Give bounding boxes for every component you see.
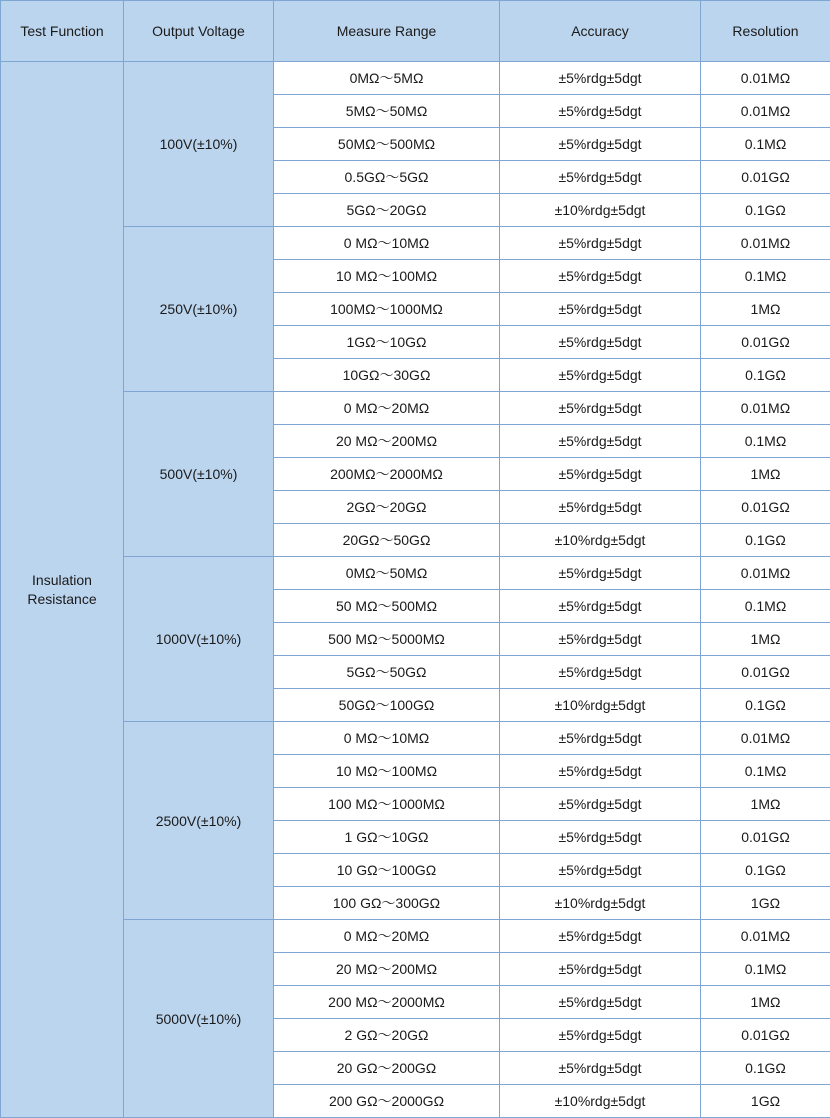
resolution-cell: 0.1MΩ — [701, 590, 830, 623]
measure-range-cell: 20GΩ～50GΩ — [274, 524, 500, 557]
table-row — [1, 392, 830, 425]
resolution-cell: 0.01MΩ — [701, 392, 830, 425]
table-header — [1, 1, 830, 62]
accuracy-cell: ±10%rdg±5dgt — [500, 689, 701, 722]
accuracy-cell: ±5%rdg±5dgt — [500, 161, 701, 194]
resolution-cell: 0.1GΩ — [701, 524, 830, 557]
accuracy-cell: ±5%rdg±5dgt — [500, 392, 701, 425]
resolution-cell: 0.01GΩ — [701, 656, 830, 689]
table-row — [1, 557, 830, 590]
measure-range-cell: 200 MΩ～2000MΩ — [274, 986, 500, 1019]
measure-range-cell: 0MΩ～5MΩ — [274, 62, 500, 95]
measure-range-cell: 50GΩ～100GΩ — [274, 689, 500, 722]
accuracy-cell: ±10%rdg±5dgt — [500, 524, 701, 557]
accuracy-cell: ±5%rdg±5dgt — [500, 326, 701, 359]
output-voltage-cell: 5000V(±10%) — [124, 920, 274, 1118]
output-voltage-cell: 2500V(±10%) — [124, 722, 274, 920]
resolution-cell: 0.1GΩ — [701, 359, 830, 392]
resolution-cell: 0.01MΩ — [701, 62, 830, 95]
measure-range-cell: 50 MΩ～500MΩ — [274, 590, 500, 623]
resolution-cell: 0.01MΩ — [701, 722, 830, 755]
resolution-cell: 0.1GΩ — [701, 854, 830, 887]
accuracy-cell: ±5%rdg±5dgt — [500, 920, 701, 953]
measure-range-cell: 10 MΩ～100MΩ — [274, 260, 500, 293]
table-row — [1, 62, 830, 95]
accuracy-cell: ±5%rdg±5dgt — [500, 293, 701, 326]
accuracy-cell: ±5%rdg±5dgt — [500, 953, 701, 986]
test-function-line1: Insulation — [32, 571, 92, 588]
header-accuracy: Accuracy — [500, 1, 701, 62]
accuracy-cell: ±10%rdg±5dgt — [500, 887, 701, 920]
measure-range-cell: 5GΩ～20GΩ — [274, 194, 500, 227]
resolution-cell: 1MΩ — [701, 986, 830, 1019]
accuracy-cell: ±5%rdg±5dgt — [500, 722, 701, 755]
accuracy-cell: ±5%rdg±5dgt — [500, 854, 701, 887]
measure-range-cell: 10 GΩ～100GΩ — [274, 854, 500, 887]
measure-range-cell: 100 MΩ～1000MΩ — [274, 788, 500, 821]
resolution-cell: 1GΩ — [701, 887, 830, 920]
measure-range-cell: 1GΩ～10GΩ — [274, 326, 500, 359]
accuracy-cell: ±5%rdg±5dgt — [500, 986, 701, 1019]
accuracy-cell: ±10%rdg±5dgt — [500, 194, 701, 227]
resolution-cell: 0.1MΩ — [701, 953, 830, 986]
header-output-voltage: Output Voltage — [124, 1, 274, 62]
table-body — [1, 62, 830, 1118]
accuracy-cell: ±5%rdg±5dgt — [500, 821, 701, 854]
table-row — [1, 227, 830, 260]
test-function-cell — [1, 62, 124, 1118]
measure-range-cell: 0 MΩ～10MΩ — [274, 722, 500, 755]
resolution-cell: 0.01GΩ — [701, 161, 830, 194]
output-voltage-cell: 1000V(±10%) — [124, 557, 274, 722]
accuracy-cell: ±5%rdg±5dgt — [500, 755, 701, 788]
resolution-cell: 0.01GΩ — [701, 326, 830, 359]
measure-range-cell: 10GΩ～30GΩ — [274, 359, 500, 392]
measure-range-cell: 100 GΩ～300GΩ — [274, 887, 500, 920]
output-voltage-cell: 100V(±10%) — [124, 62, 274, 227]
resolution-cell: 1GΩ — [701, 1085, 830, 1118]
measure-range-cell: 20 MΩ～200MΩ — [274, 953, 500, 986]
measure-range-cell: 20 GΩ～200GΩ — [274, 1052, 500, 1085]
accuracy-cell: ±5%rdg±5dgt — [500, 359, 701, 392]
measure-range-cell: 2 GΩ～20GΩ — [274, 1019, 500, 1052]
resolution-cell: 0.01MΩ — [701, 557, 830, 590]
measure-range-cell: 0 MΩ～10MΩ — [274, 227, 500, 260]
resolution-cell: 0.1MΩ — [701, 755, 830, 788]
resolution-cell: 1MΩ — [701, 293, 830, 326]
measure-range-cell: 0 MΩ～20MΩ — [274, 920, 500, 953]
table-row — [1, 722, 830, 755]
accuracy-cell: ±5%rdg±5dgt — [500, 62, 701, 95]
accuracy-cell: ±5%rdg±5dgt — [500, 260, 701, 293]
resolution-cell: 0.01MΩ — [701, 920, 830, 953]
resolution-cell: 0.01GΩ — [701, 1019, 830, 1052]
resolution-cell: 0.01MΩ — [701, 95, 830, 128]
measure-range-cell: 5MΩ～50MΩ — [274, 95, 500, 128]
accuracy-cell: ±5%rdg±5dgt — [500, 425, 701, 458]
measure-range-cell: 200 GΩ～2000GΩ — [274, 1085, 500, 1118]
measure-range-cell: 0.5GΩ～5GΩ — [274, 161, 500, 194]
output-voltage-cell: 250V(±10%) — [124, 227, 274, 392]
resolution-cell: 1MΩ — [701, 458, 830, 491]
header-test-function: Test Function — [1, 1, 124, 62]
accuracy-cell: ±5%rdg±5dgt — [500, 128, 701, 161]
accuracy-cell: ±5%rdg±5dgt — [500, 656, 701, 689]
accuracy-cell: ±5%rdg±5dgt — [500, 1019, 701, 1052]
accuracy-cell: ±5%rdg±5dgt — [500, 95, 701, 128]
measure-range-cell: 0 MΩ～20MΩ — [274, 392, 500, 425]
accuracy-cell: ±5%rdg±5dgt — [500, 590, 701, 623]
resolution-cell: 0.1GΩ — [701, 689, 830, 722]
accuracy-cell: ±5%rdg±5dgt — [500, 557, 701, 590]
accuracy-cell: ±10%rdg±5dgt — [500, 1085, 701, 1118]
measure-range-cell: 20 MΩ～200MΩ — [274, 425, 500, 458]
resolution-cell: 0.01GΩ — [701, 491, 830, 524]
header-measure-range: Measure Range — [274, 1, 500, 62]
resolution-cell: 0.1GΩ — [701, 1052, 830, 1085]
measure-range-cell: 500 MΩ～5000MΩ — [274, 623, 500, 656]
resolution-cell: 0.1MΩ — [701, 260, 830, 293]
test-function-line2: Resistance — [27, 590, 97, 607]
header-resolution: Resolution — [701, 1, 830, 62]
output-voltage-cell: 500V(±10%) — [124, 392, 274, 557]
measure-range-cell: 200MΩ～2000MΩ — [274, 458, 500, 491]
table-row — [1, 920, 830, 953]
accuracy-cell: ±5%rdg±5dgt — [500, 788, 701, 821]
resolution-cell: 0.1MΩ — [701, 425, 830, 458]
accuracy-cell: ±5%rdg±5dgt — [500, 227, 701, 260]
measure-range-cell: 50MΩ～500MΩ — [274, 128, 500, 161]
measure-range-cell: 10 MΩ～100MΩ — [274, 755, 500, 788]
resolution-cell: 0.1MΩ — [701, 128, 830, 161]
resolution-cell: 0.1GΩ — [701, 194, 830, 227]
resolution-cell: 1MΩ — [701, 623, 830, 656]
measure-range-cell: 100MΩ～1000MΩ — [274, 293, 500, 326]
resolution-cell: 0.01GΩ — [701, 821, 830, 854]
resolution-cell: 1MΩ — [701, 788, 830, 821]
accuracy-cell: ±5%rdg±5dgt — [500, 623, 701, 656]
measure-range-cell: 2GΩ～20GΩ — [274, 491, 500, 524]
measure-range-cell: 0MΩ～50MΩ — [274, 557, 500, 590]
measure-range-cell: 5GΩ～50GΩ — [274, 656, 500, 689]
resolution-cell: 0.01MΩ — [701, 227, 830, 260]
accuracy-cell: ±5%rdg±5dgt — [500, 458, 701, 491]
accuracy-cell: ±5%rdg±5dgt — [500, 491, 701, 524]
accuracy-cell: ±5%rdg±5dgt — [500, 1052, 701, 1085]
header-row — [1, 1, 830, 62]
measure-range-cell: 1 GΩ～10GΩ — [274, 821, 500, 854]
